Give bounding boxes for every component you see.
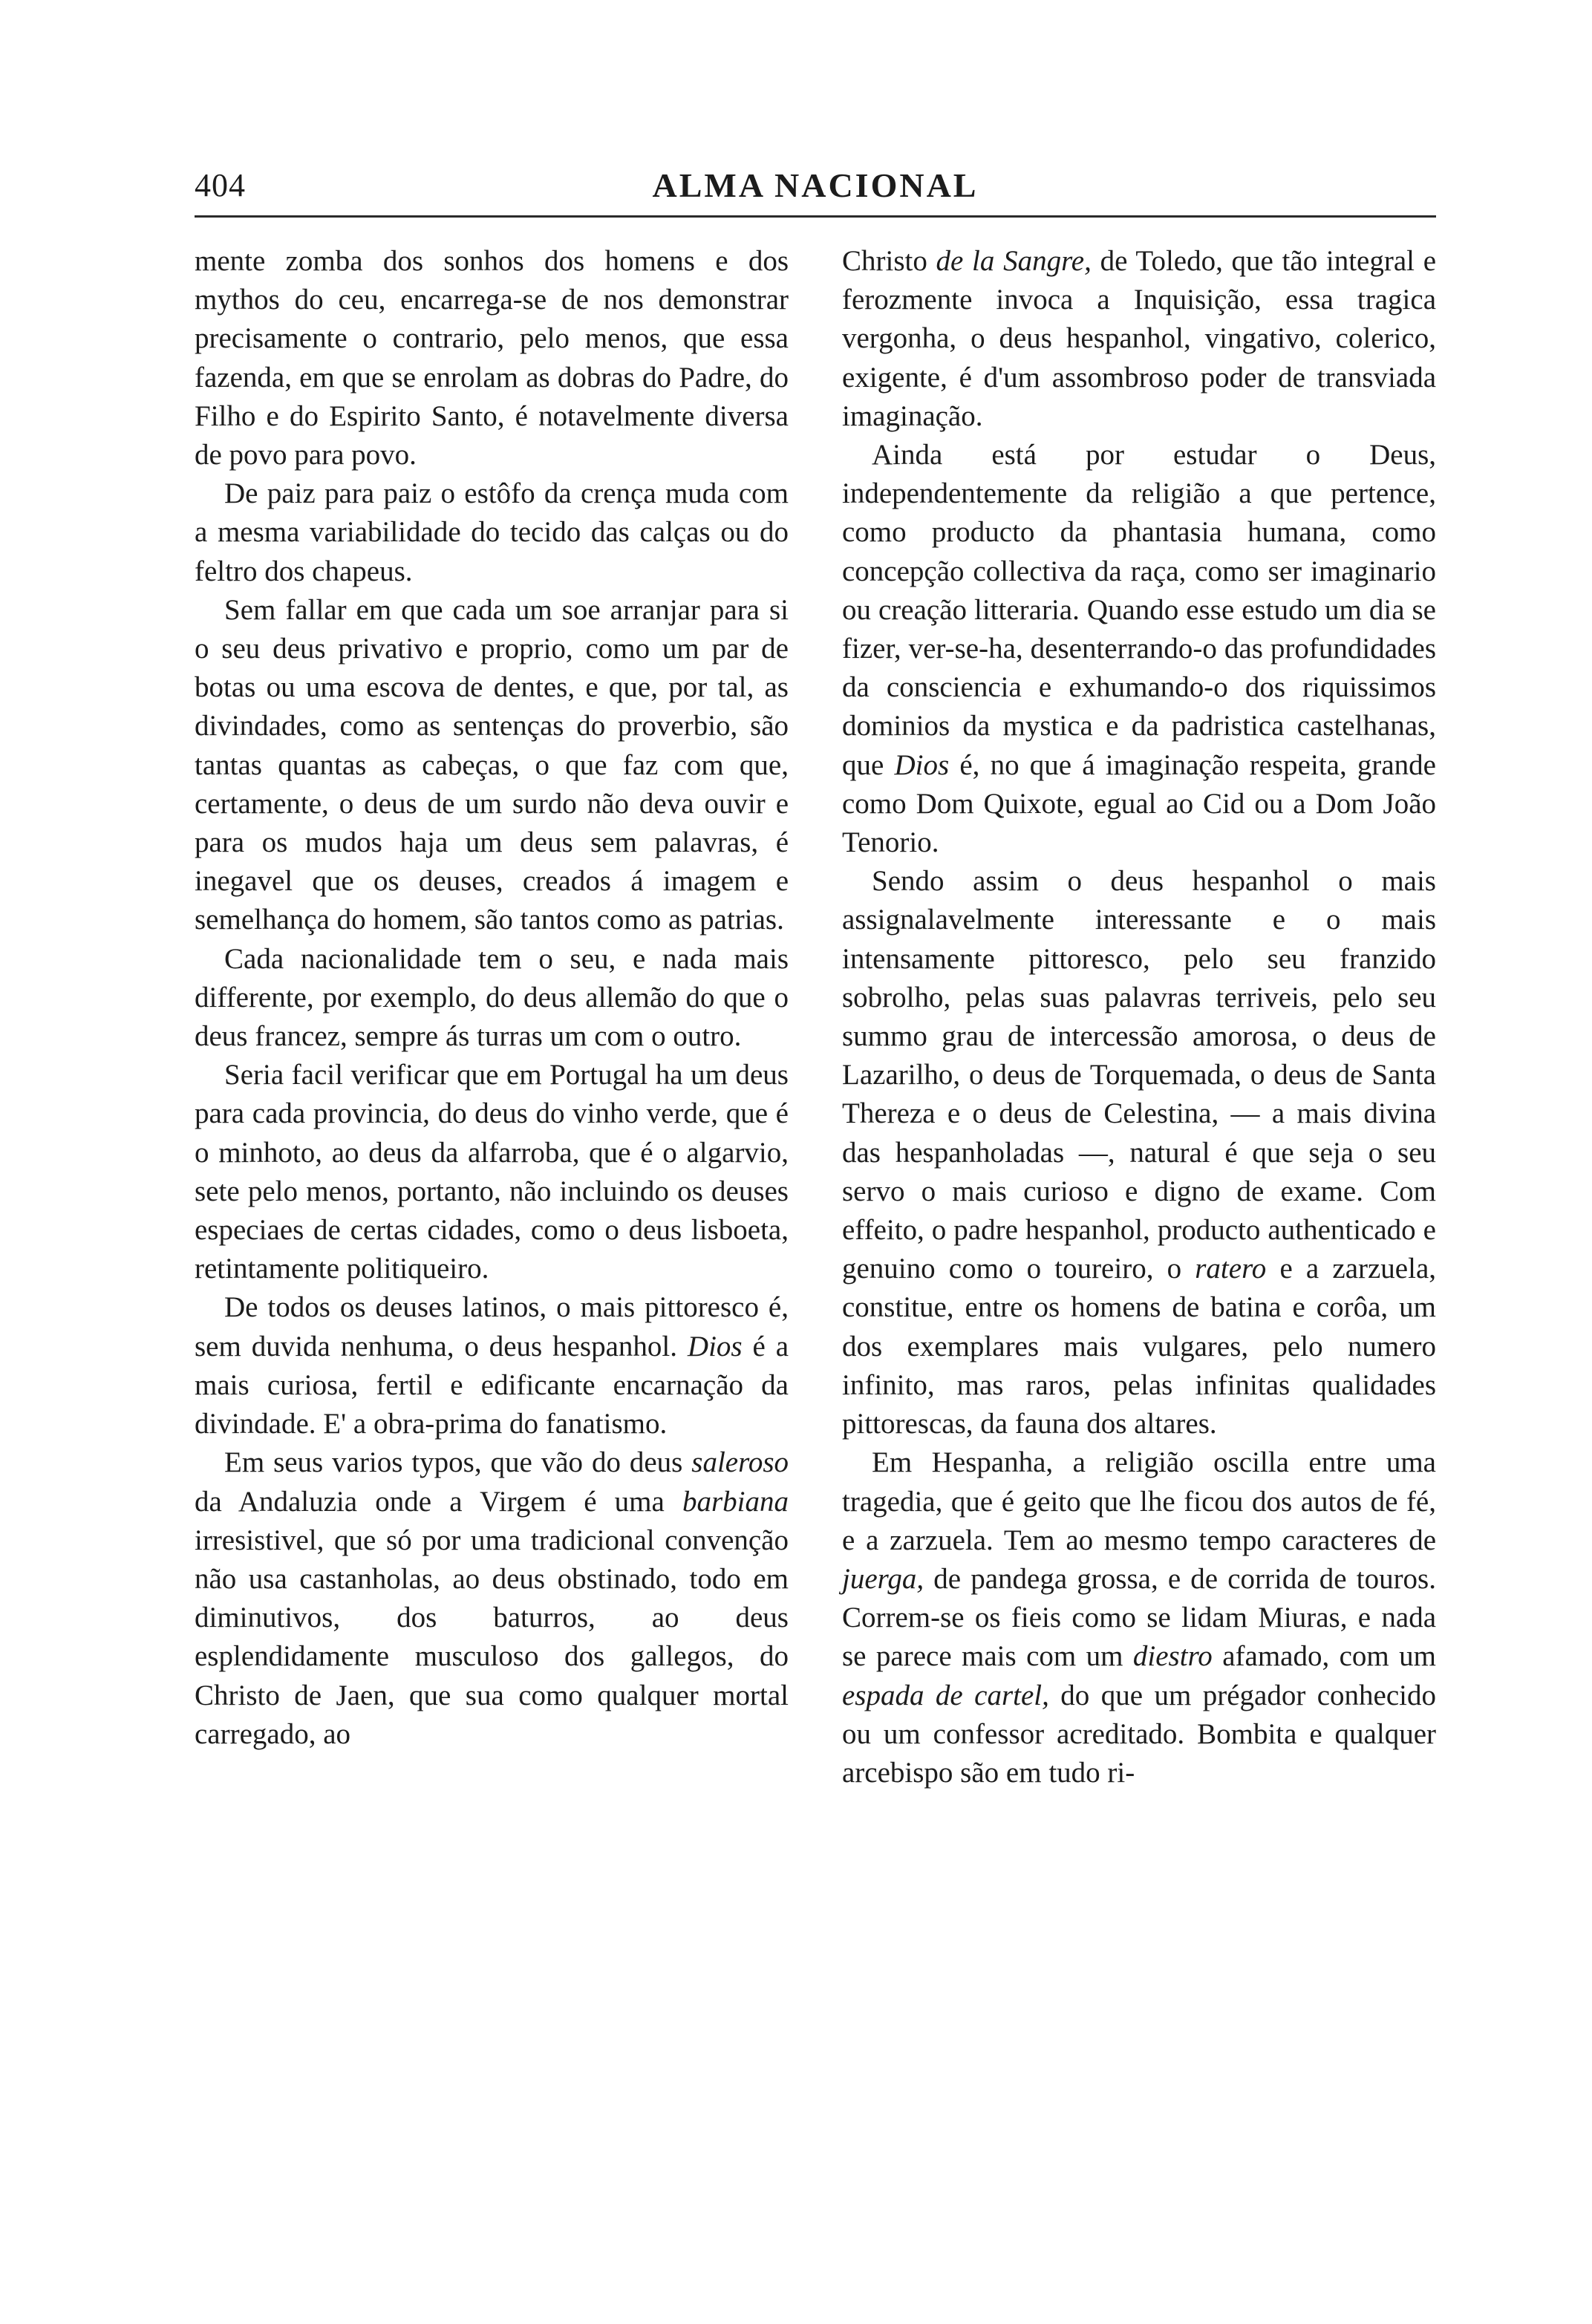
running-title: ALMA NACIONAL <box>652 166 979 204</box>
paragraph: Christo de la Sangre, de Toledo, que tão integral e ferozmente invoca a Inquisição, essa tragica vergonha, o deus hespanhol, vingativo, colerico, exigente, é d'um assombroso poder de transviada imaginação. <box>842 245 1437 432</box>
paragraph: De paiz para paiz o estôfo da crença muda com a mesma variabilidade do tecido das calças ou do feltro dos chapeus. <box>195 477 789 587</box>
paragraph: Em seus varios typos, que vão do deus saleroso da Andaluzia onde a Virgem é uma barbiana irresistivel, que só por uma tradicional convenção não usa castanholas, ao deus obstinado, todo em diminutivos, dos baturros, ao deus esplendidamente musculoso dos gallegos, do Christo de Jaen, que sua como qualquer mortal carregado, ao <box>195 1446 789 1750</box>
page-header <box>195 165 1436 212</box>
paragraph: mente zomba dos sonhos dos homens e dos mythos do ceu, encarrega-se de nos demonstrar precisamente o contrario, pelo menos, que essa fazenda, em que se enrolam as dobras do Padre, do Filho e do Espirito Santo, é notavelmente diversa de povo para povo. <box>195 245 789 471</box>
paragraph: De todos os deuses latinos, o mais pittoresco é, sem duvida nenhuma, o deus hespanhol. Dios é a mais curiosa, fertil e edificante encarnação da divindade. E' a obra-prima do fanatismo. <box>195 1291 789 1440</box>
right-column <box>842 242 1436 1792</box>
paragraph: Seria facil verificar que em Portugal ha um deus para cada provincia, do deus do vinho verde, que é o minhoto, ao deus da alfarroba, que é o algarvio, sete pelo menos, portanto, não incluindo os deuses especiaes de certas cidades, como o deus lisboeta, retintamente politiqueiro. <box>195 1059 789 1285</box>
paragraph: Em Hespanha, a religião oscilla entre uma tragedia, que é geito que lhe ficou dos autos de fé, e a zarzuela. Tem ao mesmo tempo caracteres de juerga, de pandega grossa, e de corrida de touros. Correm-se os fieis como se lidam Miuras, e nada se parece mais com um diestro afamado, com um espada de cartel, do que um prégador conhecido ou um confessor acreditado. Bombita e qualquer arcebispo são em tudo ri- <box>842 1446 1437 1789</box>
header-rule <box>195 215 1436 218</box>
left-column <box>195 242 789 1754</box>
paragraph: Ainda está por estudar o Deus, independentemente da religião a que pertence, como producto da phantasia humana, como concepção collectiva da raça, como ser imaginario ou creação litteraria. Quando esse estudo um dia se fizer, ver-se-ha, desenterrando-o das profundidades da consciencia e exhumando-o dos riquissimos dominios da mystica e da padristica castelhanas, que Dios é, no que á imaginação respeita, grande como Dom Quixote, egual ao Cid ou a Dom João Tenorio. <box>842 439 1436 859</box>
paragraph: Sendo assim o deus hespanhol o mais assignalavelmente interessante e o mais intensamente pittoresco, pelo seu franzido sobrolho, pelas suas palavras terriveis, pelo seu summo grau de intercessão amorosa, o deus de Lazarilho, o deus de Torquemada, o deus de Santa Thereza e o deus de Celestina, — a mais divina das hespanholadas —, natural é que seja o seu servo o mais curioso e digno de exame. Com effeito, o padre hespanhol, producto authenticado e genuino como o toureiro, o ratero e a zarzuela, constitue, entre os homens de batina e corôa, um dos exemplares mais vulgares, pelo numero infinito, mas raros, pelas infinitas qualidades pittorescas, da fauna dos altares. <box>842 865 1437 1440</box>
page-number: 404 <box>195 167 246 203</box>
paragraph: Sem fallar em que cada um soe arranjar para si o seu deus privativo e proprio, como um par de botas ou uma escova de dentes, e que, por tal, as divindades, como as sentenças do proverbio, são tantas quantas as cabeças, o que faz com que, certamente, o deus de um surdo não deva ouvir e para os mudos haja um deus sem palavras, é inegavel que os deuses, creados á imagem e semelhança do homem, são tantos como as patrias. <box>195 593 789 936</box>
paragraph: Cada nacionalidade tem o seu, e nada mais differente, por exemplo, do deus allemão do que o deus francez, sempre ás turras um com o outro. <box>195 942 789 1053</box>
